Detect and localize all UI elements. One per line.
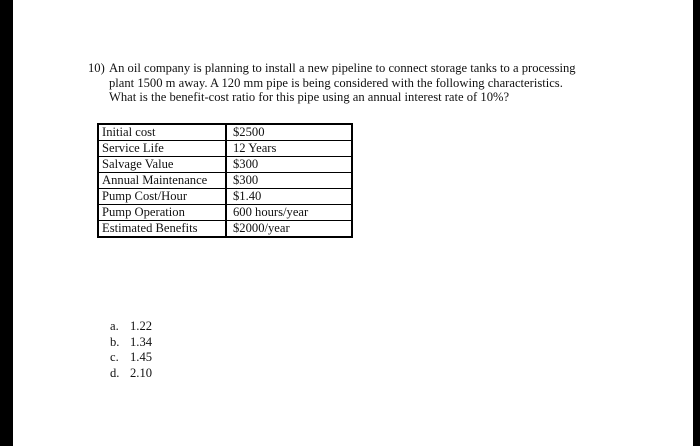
choice-letter: d. xyxy=(110,365,120,380)
table-row xyxy=(98,189,352,205)
row-value: $2500 xyxy=(226,124,352,141)
choice-c xyxy=(110,350,152,366)
row-value: 600 hours/year xyxy=(226,205,352,221)
question-text xyxy=(88,61,618,105)
choice-value: 2.10 xyxy=(130,365,153,380)
choice-value: 1.22 xyxy=(130,319,153,333)
row-value: $300 xyxy=(226,173,352,189)
question-line: What is the benefit-cost ratio for this pipe using an annual interest rate of 10%? xyxy=(109,90,510,104)
choice-a xyxy=(110,319,152,335)
table-row xyxy=(98,173,352,189)
choice-value: 1.45 xyxy=(130,350,153,364)
question-number: 10) xyxy=(88,61,105,75)
question-block xyxy=(88,61,618,105)
table-row xyxy=(98,141,352,157)
choice-d xyxy=(110,366,152,382)
choice-letter: b. xyxy=(110,334,120,349)
characteristics-table xyxy=(97,123,353,238)
row-label: Salvage Value xyxy=(98,157,226,173)
table-row xyxy=(98,124,352,141)
row-label: Estimated Benefits xyxy=(98,221,226,238)
row-label: Initial cost xyxy=(98,124,226,141)
left-edge-bar xyxy=(0,0,13,446)
choice-b xyxy=(110,335,152,351)
table-row xyxy=(98,205,352,221)
right-edge-bar xyxy=(693,0,700,446)
choice-letter: a. xyxy=(110,319,119,333)
choice-letter: c. xyxy=(110,350,119,364)
row-value: $300 xyxy=(226,157,352,173)
choice-value: 1.34 xyxy=(130,334,153,349)
row-label: Annual Maintenance xyxy=(98,173,226,189)
row-label: Service Life xyxy=(98,141,226,157)
row-label: Pump Cost/Hour xyxy=(98,189,226,205)
question-line: plant 1500 m away. A 120 mm pipe is being considered with the following characteristics. xyxy=(109,75,563,90)
table-row xyxy=(98,221,352,238)
row-value: $1.40 xyxy=(226,189,352,205)
row-value: 12 Years xyxy=(226,141,352,157)
question-line: An oil company is planning to install a new pipeline to connect storage tanks to a processing xyxy=(109,61,576,75)
answer-choices xyxy=(110,319,152,381)
table-row xyxy=(98,157,352,173)
row-value: $2000/year xyxy=(226,221,352,238)
row-label: Pump Operation xyxy=(98,205,226,221)
